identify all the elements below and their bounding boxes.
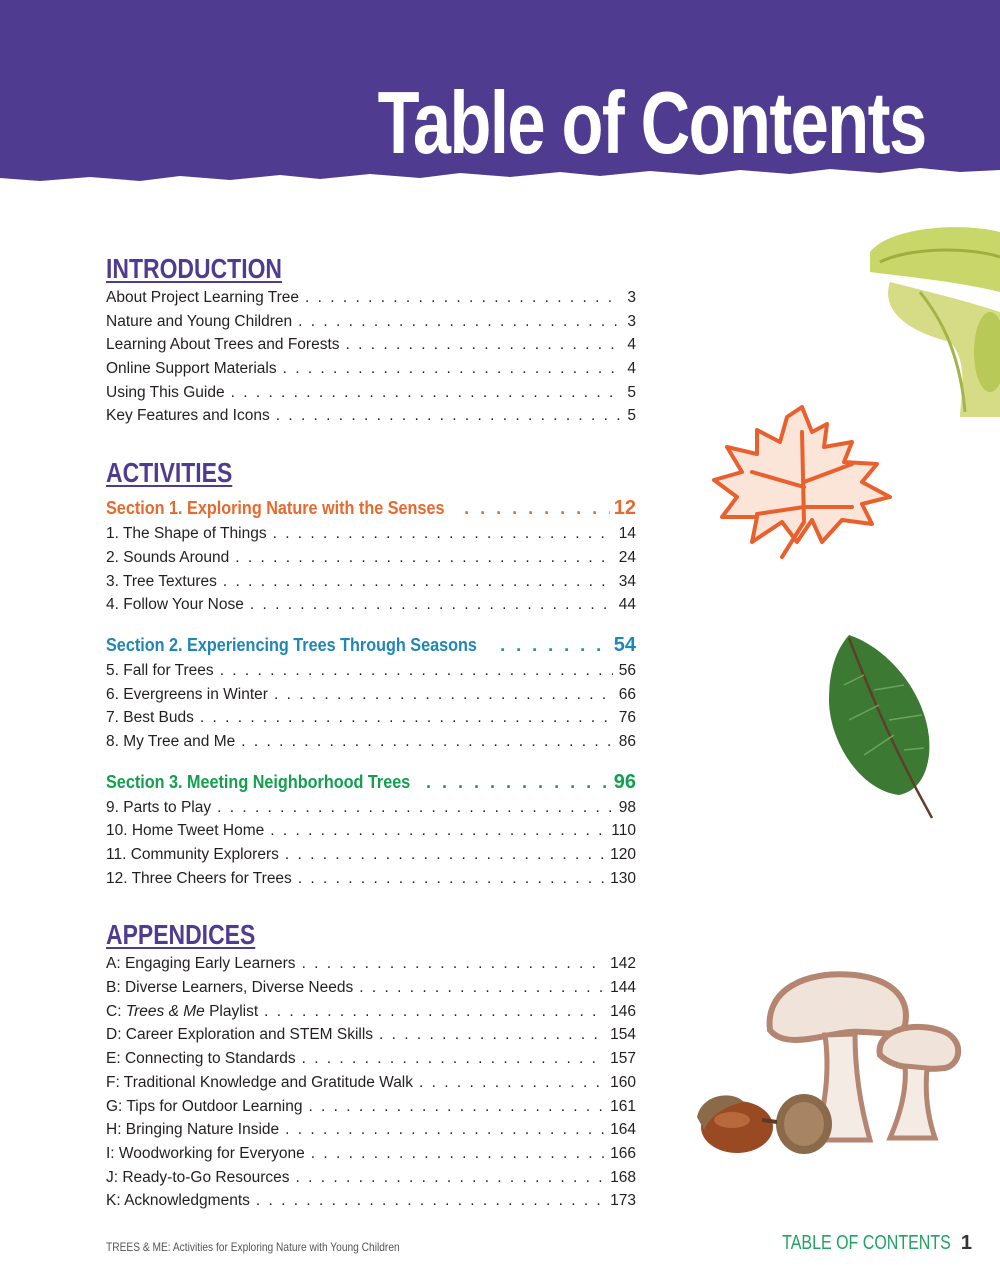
footer-page-number: 1 [960, 1232, 972, 1254]
toc-entry-page: 3 [627, 289, 636, 306]
section-title: Section 3. Meeting Neighborhood Trees [106, 771, 411, 792]
toc-entry-page: 160 [610, 1073, 636, 1091]
acorn-icon [692, 1082, 842, 1160]
toc-entry[interactable] [106, 1023, 636, 1047]
toc-entry-page: 14 [618, 525, 636, 543]
leader-dots [223, 570, 613, 594]
toc-entry-page: 144 [610, 979, 636, 997]
toc-entry-label: Key Features and Icons [106, 407, 270, 425]
toc-entry-page: 4 [627, 336, 636, 354]
leader-dots [217, 796, 613, 820]
toc-entry-page: 168 [610, 1168, 636, 1186]
toc-entry-page: 86 [618, 732, 636, 750]
toc-entry-page: 146 [610, 1002, 636, 1020]
toc-entry[interactable] [106, 819, 636, 843]
toc-entry-label: 8. My Tree and Me [106, 732, 236, 750]
page-title: Table of Contents [377, 73, 926, 172]
leader-dots [302, 1047, 605, 1071]
footer-page-label [740, 1232, 972, 1255]
leader-dots [346, 333, 622, 357]
toc-entry-page: 142 [610, 955, 636, 973]
leader-dots [464, 494, 610, 522]
leader-dots [231, 381, 622, 405]
leader-dots [283, 357, 622, 381]
section-page: 96 [613, 770, 636, 793]
toc-entry[interactable] [106, 796, 636, 820]
toc-entry[interactable] [106, 706, 636, 730]
toc-entry[interactable] [106, 1118, 636, 1142]
toc-entry-page: 157 [610, 1050, 636, 1068]
toc-entry[interactable] [106, 570, 636, 594]
toc-entry[interactable] [106, 1047, 636, 1071]
section-title: Section 2. Experiencing Trees Through Seasons [106, 634, 477, 655]
toc-entry-page: 34 [618, 572, 636, 590]
toc-entry[interactable] [106, 1142, 636, 1166]
toc-entry-label: E: Connecting to Standards [106, 1050, 296, 1068]
toc-entry-label: Using This Guide [106, 383, 225, 401]
toc-entry-label: J: Ready-to-Go Resources [106, 1168, 290, 1186]
section-heading-1[interactable] [106, 494, 636, 522]
toc-entry-label: F: Traditional Knowledge and Gratitude Walk [106, 1073, 414, 1091]
leader-dots [379, 1023, 604, 1047]
toc-entry-label: 1. The Shape of Things [106, 525, 267, 543]
toc-entry-page: 3 [627, 312, 636, 330]
toc-entry-page: 44 [618, 596, 636, 614]
toc-entry-label: 7. Best Buds [106, 709, 194, 727]
toc-entry-page: 66 [618, 685, 636, 703]
toc-entry-page: 166 [610, 1144, 636, 1162]
toc-entry-label: I: Woodworking for Everyone [106, 1144, 305, 1162]
toc-entry-label: 6. Evergreens in Winter [106, 685, 268, 703]
leader-dots [305, 286, 621, 310]
toc-entry-label: Online Support Materials [106, 360, 277, 378]
toc-entry[interactable] [106, 546, 636, 570]
section-title: Section 1. Exploring Nature with the Senses [106, 498, 445, 519]
leader-dots [298, 867, 604, 891]
appendices-heading: APPENDICES [106, 919, 256, 951]
toc-entry-label: 4. Follow Your Nose [106, 596, 244, 614]
toc-entry[interactable] [106, 1071, 636, 1095]
toc-entry[interactable] [106, 1000, 636, 1024]
footer-book-title: TREES & ME: Activities for Exploring Nature with Young Children [106, 1240, 400, 1254]
toc-entry-label: K: Acknowledgments [106, 1192, 250, 1210]
leader-dots [264, 1000, 604, 1024]
toc-entry[interactable] [106, 976, 636, 1000]
leader-dots [273, 522, 613, 546]
toc-entry-page: 173 [610, 1192, 636, 1210]
introduction-heading: INTRODUCTION [106, 253, 283, 284]
toc-entry[interactable] [106, 1166, 636, 1190]
toc-entry-page: 98 [618, 798, 636, 816]
toc-entry-page: 76 [618, 709, 636, 727]
toc-entry-page: 130 [610, 869, 636, 887]
toc-entry[interactable] [106, 659, 636, 683]
toc-entry-label: H: Bringing Nature Inside [106, 1121, 280, 1139]
green-leaf-icon [824, 630, 939, 822]
toc-entry-label: Nature and Young Children [106, 312, 293, 330]
activities-heading: ACTIVITIES [106, 457, 233, 489]
section-page: 12 [613, 497, 636, 520]
leader-dots [500, 631, 610, 659]
toc-entry-label: About Project Learning Tree [106, 289, 300, 306]
leader-dots [426, 768, 610, 796]
toc-entry-label: 10. Home Tweet Home [106, 822, 265, 840]
toc-entry[interactable] [106, 381, 636, 405]
toc-entry-label: 2. Sounds Around [106, 548, 230, 566]
toc-entry-label: 3. Tree Textures [106, 572, 217, 590]
toc-list [106, 252, 636, 1213]
toc-entry-label: B: Diverse Learners, Diverse Needs [106, 979, 354, 997]
toc-entry[interactable] [106, 730, 636, 754]
leader-dots [250, 593, 613, 617]
leader-dots [256, 1189, 604, 1213]
maple-leaf-icon [712, 402, 894, 560]
maple-seed-icon [850, 222, 1000, 422]
toc-entry[interactable] [106, 1095, 636, 1119]
toc-entry[interactable] [106, 333, 636, 357]
toc-entry-page: 120 [610, 846, 636, 863]
toc-entry-page: 110 [611, 822, 636, 840]
section-heading-2[interactable] [106, 631, 636, 659]
toc-entry[interactable] [106, 310, 636, 334]
leader-dots [359, 976, 604, 1000]
toc-entry[interactable] [106, 522, 636, 546]
leader-dots [302, 952, 605, 976]
toc-entry-label: 5. Fall for Trees [106, 661, 214, 679]
toc-entry-label: A: Engaging Early Learners [106, 955, 296, 973]
toc-entry[interactable] [106, 952, 636, 976]
toc-entry[interactable] [106, 286, 636, 310]
toc-entry-label: 12. Three Cheers for Trees [106, 869, 292, 887]
toc-entry-page: 24 [618, 548, 636, 566]
toc-entry[interactable] [106, 593, 636, 617]
leader-dots [274, 683, 613, 707]
toc-entry[interactable] [106, 404, 636, 428]
footer-section-label: TABLE OF CONTENTS [782, 1232, 951, 1254]
toc-entry-label: C: Trees & Me Playlist [106, 1002, 259, 1020]
toc-entry-label: 11. Community Explorers [106, 846, 279, 863]
leader-dots [298, 310, 621, 334]
toc-entry-page: 4 [627, 360, 636, 378]
leader-dots [285, 843, 604, 867]
toc-entry-page: 161 [610, 1097, 636, 1115]
leader-dots [200, 706, 613, 730]
toc-entry-label: Learning About Trees and Forests [106, 336, 340, 354]
toc-entry-page: 164 [610, 1121, 636, 1139]
toc-entry-page: 154 [610, 1026, 636, 1044]
leader-dots [296, 1166, 605, 1190]
leader-dots [311, 1142, 604, 1166]
leader-dots [241, 730, 613, 754]
leader-dots [220, 659, 613, 683]
leader-dots [276, 404, 622, 428]
leader-dots [308, 1095, 604, 1119]
section-heading-3[interactable] [106, 768, 636, 796]
toc-entry-label: 9. Parts to Play [106, 798, 212, 816]
leader-dots [419, 1071, 604, 1095]
toc-entry[interactable] [106, 683, 636, 707]
toc-entry[interactable] [106, 1189, 636, 1213]
toc-entry-page: 5 [627, 407, 636, 425]
toc-entry-label: G: Tips for Outdoor Learning [106, 1097, 303, 1115]
leader-dots [235, 546, 613, 570]
toc-entry[interactable] [106, 843, 636, 867]
section-page: 54 [613, 633, 636, 656]
toc-entry-page: 5 [627, 383, 636, 401]
toc-entry-page: 56 [618, 661, 636, 679]
leader-dots [285, 1118, 604, 1142]
toc-entry[interactable] [106, 357, 636, 381]
leader-dots [270, 819, 605, 843]
toc-entry-label: D: Career Exploration and STEM Skills [106, 1026, 374, 1044]
toc-entry[interactable] [106, 867, 636, 891]
